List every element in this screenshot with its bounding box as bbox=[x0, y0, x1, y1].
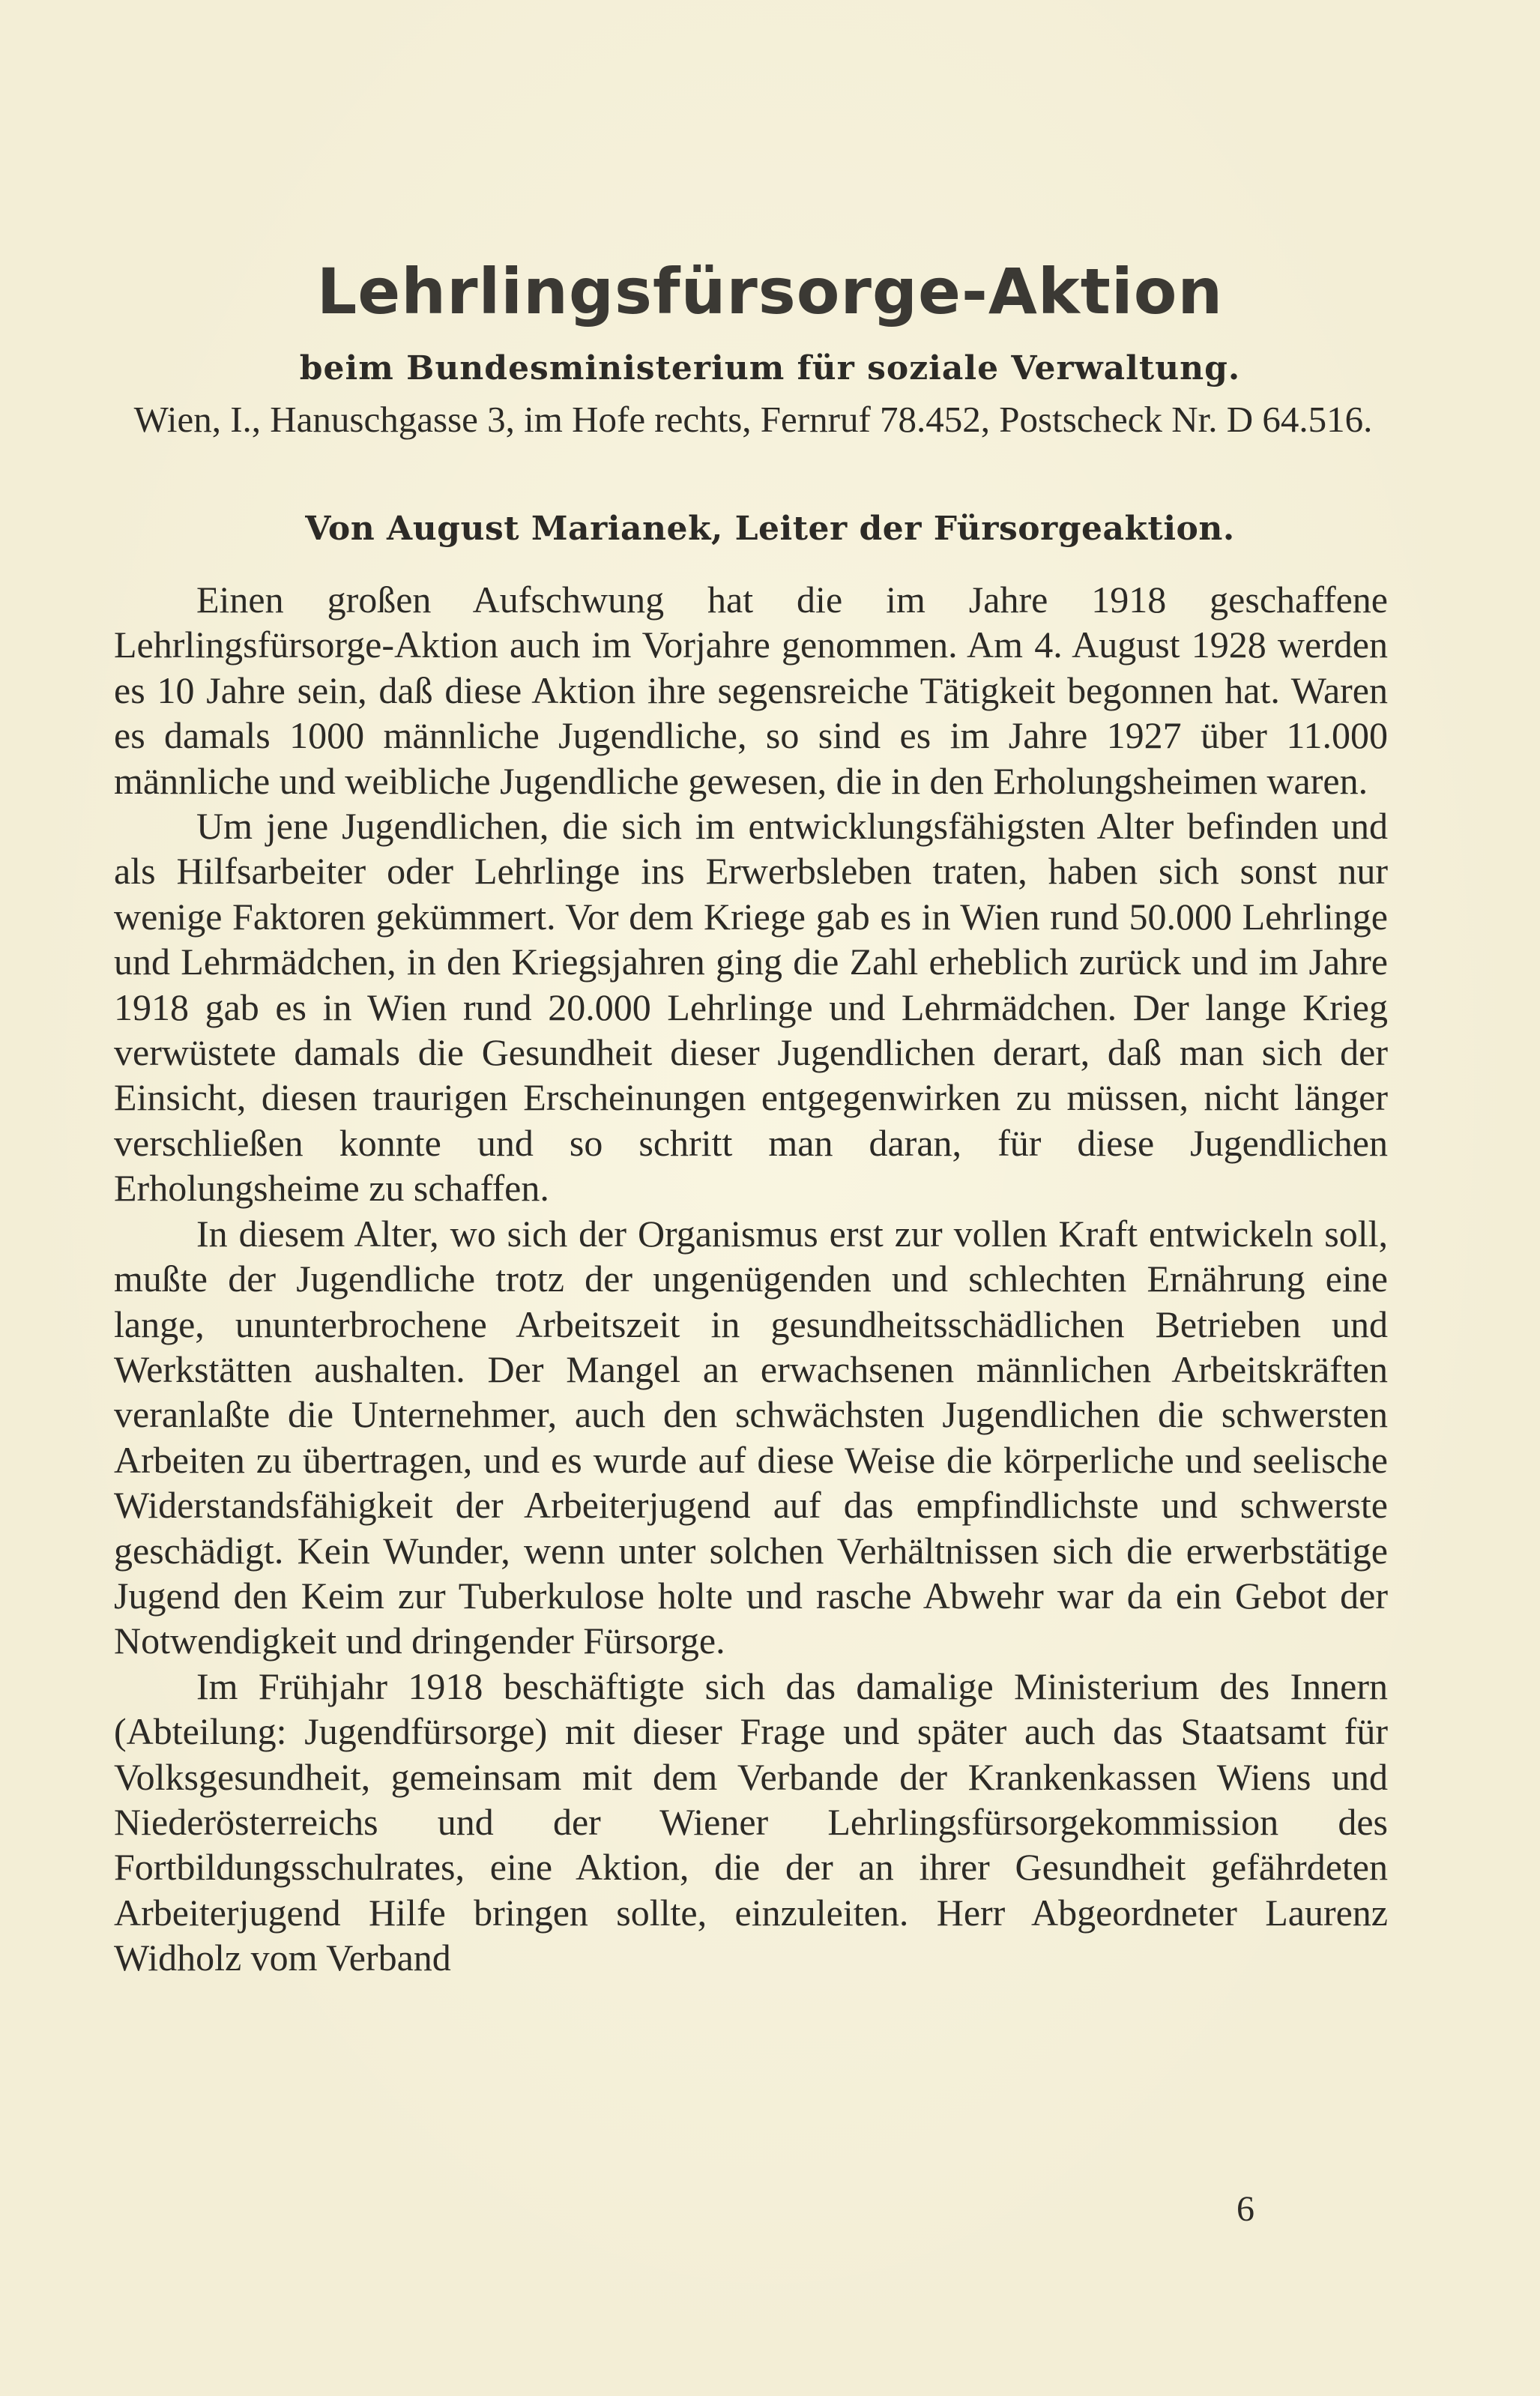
page-number: 6 bbox=[1236, 2189, 1254, 2229]
author-line: Von August Marianek, Leiter der Fürsorgeaktion. bbox=[305, 510, 1235, 548]
paragraph-3: In diesem Alter, wo sich der Organismus erst zur vollen Kraft entwickeln soll, mußte der Jugendliche trotz der ungenügenden und schlechten Ernährung eine lange, ununterbrochene Arbeitszeit in gesundheitsschädlichen Betrieben und Werkstätten aushalten. Der Mangel an erwachsenen männlichen Arbeitskräften veranlaßte die Unternehmer, auch den schwächsten Jugendlichen die schwersten Arbeiten zu übertragen, und es wurde auf diese Weise die körperliche und seelische Widerstandsfähigkeit der Arbeiterjugend auf das empfindlichste und schwerste geschädigt. Kein Wunder, wenn unter solchen Verhältnissen sich die erwerbstätige Jugend den Keim zur Tuberkulose holte und rasche Abwehr war da ein Gebot der Notwendigkeit und dringender Fürsorge. bbox=[114, 1212, 1388, 1662]
article-body bbox=[114, 577, 1388, 1981]
paragraph-1: Einen großen Aufschwung hat die im Jahre 1918 geschaffene Lehrlingsfürsorge-Aktion auch im Vorjahre genommen. Am 4. August 1928 werden es 10 Jahre sein, daß diese Aktion ihre segensreiche Tätigkeit begonnen hat. Waren es damals 1000 männliche Jugendliche, so sind es im Jahre 1927 über 11.000 männliche und weibliche Jugendliche gewesen, die in den Erholungsheimen waren. bbox=[114, 579, 1388, 802]
page-title: Lehrlingsfürsorge-Aktion bbox=[316, 255, 1224, 328]
paragraph-2: Um jene Jugendlichen, die sich im entwicklungsfähigsten Alter befinden und als Hilfsarbeiter oder Lehrlinge ins Erwerbsleben traten, haben sich sonst nur wenige Faktoren gekümmert. Vor dem Kriege gab es in Wien rund 50.000 Lehrlinge und Lehrmädchen, in den Kriegsjahren ging die Zahl erheblich zurück und im Jahre 1918 gab es in Wien rund 20.000 Lehrlinge und Lehrmädchen. Der lange Krieg verwüstete damals die Gesundheit dieser Jugendlichen derart, daß man sich der Einsicht, diesen traurigen Erscheinungen entgegenwirken zu müssen, nicht länger verschließen konnte und so schritt man daran, für diese Jugendlichen Erholungsheime zu schaffen. bbox=[114, 805, 1388, 1210]
address-line: Wien, I., Hanuschgasse 3, im Hofe rechts, Fernruf 78.452, Postscheck Nr. D 64.516. bbox=[133, 399, 1373, 440]
subtitle: beim Bundesministerium für soziale Verwaltung. bbox=[299, 349, 1241, 387]
paragraph-4: Im Frühjahr 1918 beschäftigte sich das damalige Ministerium des Innern (Abteilung: Jugendfürsorge) mit dieser Frage und später auch das Staatsamt für Volksgesundheit, gemeinsam mit dem Verbande der Krankenkassen Wiens und Niederösterreichs und der Wiener Lehrlingsfürsorgekommission des Fortbildungsschulrates, eine Aktion, die der an ihrer Gesundheit gefährdeten Arbeiterjugend Hilfe bringen sollte, einzuleiten. Herr Abgeordneter Laurenz Widholz vom Verband bbox=[114, 1665, 1388, 1979]
